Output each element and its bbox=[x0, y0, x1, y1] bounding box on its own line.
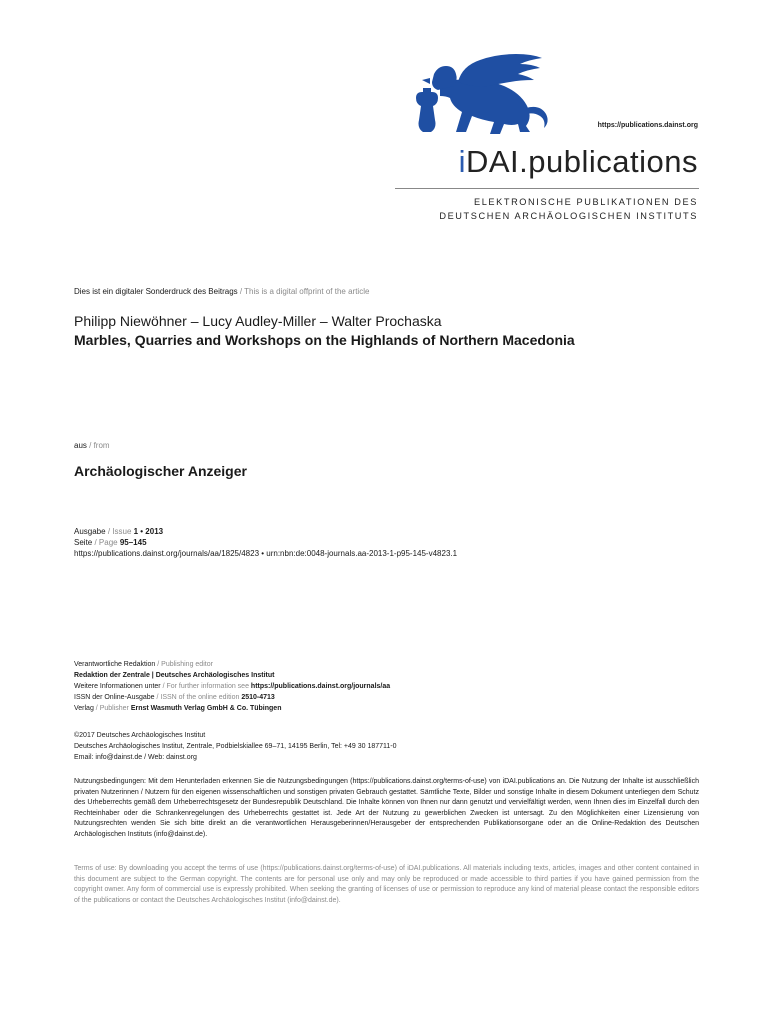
page-sep: / bbox=[92, 538, 99, 547]
issue-info bbox=[74, 526, 457, 559]
offprint-sep: / bbox=[237, 287, 245, 296]
imprint-block bbox=[74, 659, 390, 714]
issue-label-de: Ausgabe bbox=[74, 527, 106, 536]
brand-subtitle-line-1: ELEKTRONISCHE PUBLIKATIONEN DES bbox=[473, 197, 698, 207]
offprint-notice bbox=[74, 287, 369, 296]
journal-title: Archäologischer Anzeiger bbox=[74, 463, 247, 479]
editor-line bbox=[74, 659, 390, 670]
page-label-de: Seite bbox=[74, 538, 93, 547]
brand-prefix: i bbox=[458, 144, 466, 179]
brand-subtitle-line-2: DEUTSCHEN ARCHÄOLOGISCHEN INSTITUTS bbox=[439, 211, 698, 221]
editor-sep: / bbox=[155, 661, 162, 668]
more-label-de: Weitere Informationen unter bbox=[74, 683, 161, 690]
publisher-sep: / bbox=[93, 705, 100, 712]
from-de: aus bbox=[74, 441, 87, 450]
offprint-en: This is a digital offprint of the article bbox=[244, 287, 370, 296]
more-label-en: For further information see bbox=[166, 683, 249, 690]
brand-divider bbox=[395, 188, 699, 189]
publisher-label-de: Verlag bbox=[74, 705, 94, 712]
article-identifier[interactable]: https://publications.dainst.org/journals/aa/1825/4823 • urn:nbn:de:0048-journals.aa-2013-1-p95-145-v4823.1 bbox=[74, 549, 458, 558]
editor-value: Redaktion der Zentrale | Deutsches Archäologisches Institut bbox=[74, 672, 275, 679]
issn-label-de: ISSN der Online-Ausgabe bbox=[74, 694, 155, 701]
issue-line bbox=[74, 526, 457, 537]
brand-subtitle bbox=[439, 195, 698, 223]
address-line: Deutsches Archäologisches Institut, Zentrale, Podbielskiallee 69–71, 14195 Berlin, Tel: +49 30 187711-0 bbox=[74, 743, 397, 750]
issue-sep: / bbox=[105, 527, 113, 536]
publisher-label-en: Publisher bbox=[99, 705, 129, 712]
offprint-de: Dies ist ein digitaler Sonderdruck des Beitrags bbox=[74, 287, 238, 296]
more-info-link[interactable]: https://publications.dainst.org/journals/aa bbox=[248, 683, 391, 690]
brand-wordmark bbox=[459, 142, 698, 182]
copyright-block bbox=[74, 730, 397, 763]
issn-value: 2510-4713 bbox=[239, 694, 275, 701]
from-sep: / bbox=[86, 441, 94, 450]
from-en: from bbox=[93, 441, 110, 450]
issn-sep: / bbox=[154, 694, 161, 701]
editor-label-en: Publishing editor bbox=[161, 661, 213, 668]
more-sep: / bbox=[160, 683, 167, 690]
more-info-line bbox=[74, 681, 390, 692]
page-label-en: Page bbox=[98, 538, 118, 547]
page-line bbox=[74, 537, 457, 548]
publisher-value: Ernst Wasmuth Verlag GmbH & Co. Tübingen bbox=[128, 705, 282, 712]
from-label bbox=[74, 441, 110, 450]
copyright-line: ©2017 Deutsches Archäologisches Institut bbox=[74, 732, 206, 739]
contact-line[interactable]: Email: info@dainst.de / Web: dainst.org bbox=[74, 754, 197, 761]
griffin-logo-icon bbox=[412, 52, 562, 134]
issue-label-en: Issue bbox=[112, 527, 132, 536]
issn-label-en: ISSN of the online edition bbox=[160, 694, 240, 701]
site-url[interactable]: https://publications.dainst.org bbox=[597, 122, 698, 129]
publisher-line bbox=[74, 703, 390, 714]
page-value: 95–145 bbox=[117, 538, 147, 547]
brand-name: DAI.publications bbox=[465, 144, 698, 179]
issue-value: 1 • 2013 bbox=[131, 527, 164, 536]
article-title: Marbles, Quarries and Workshops on the Highlands of Northern Macedonia bbox=[74, 332, 575, 348]
editor-label-de: Verantwortliche Redaktion bbox=[74, 661, 156, 668]
article-authors: Philipp Niewöhner – Lucy Audley-Miller – Walter Prochaska bbox=[74, 313, 442, 329]
terms-of-use-english: Terms of use: By downloading you accept the terms of use (https://publications.dainst.org/terms-of-use) of iDAI.publications. All materials including texts, articles, images and other content contained in this document are subject to the German copyright. The contents are for personal use only and may only be reproduced or made accessible to third parties if you have gained permission from the copyright owner. Any form of commercial use is expressly prohibited. When seeking the granting of licenses of use or permission to reproduce any kind of material please contact the responsible editors of the publications or contact the Deutsches Archäologisches Institut (info@dainst.de). bbox=[74, 865, 699, 904]
terms-of-use-german: Nutzungsbedingungen: Mit dem Herunterladen erkennen Sie die Nutzungsbedingungen (https://publications.dainst.org/terms-of-use) von iDAI.publications an. Die Nutzung der Inhalte ist ausschließlich privaten Nutzerinnen / Nutzern für den eigenen wissenschaftlichen und sonstigen privaten Gebrauch gestattet. Sämtliche Texte, Bilder und sonstige Inhalte in diesem Dokument unterliegen dem Schutz des Urheberrechts gemäß dem Urheberrechtsgesetz der Bundesrepublik Deutschland. Die Inhalte können von Ihnen nur dann genutzt und vervielfältigt werden, wenn Ihnen dies im Einzelfall durch den Rechteinhaber oder die Schrankenregelungen des Urheberrechts gestattet ist. Jede Art der Nutzung zu gewerblichen Zwecken ist untersagt. Zu den Möglichkeiten einer Lizensierung von Nutzungsrechten wenden Sie sich bitte direkt an die verantwortlichen Herausgeberinnen/Herausgeber der entsprechenden Publikationsorgane oder an die Online-Redaktion des Deutschen Archäologischen Instituts (info@dainst.de). bbox=[74, 778, 699, 838]
issn-line bbox=[74, 692, 390, 703]
